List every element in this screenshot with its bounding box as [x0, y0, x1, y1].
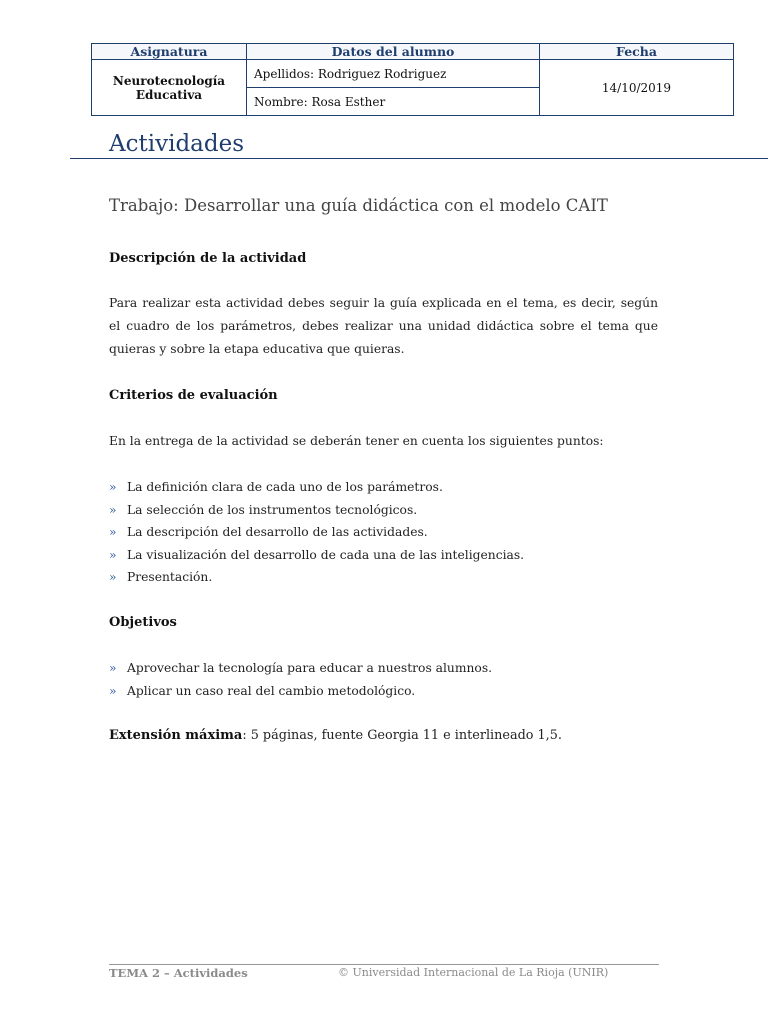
max-extension-value: : 5 páginas, fuente Georgia 11 e interlineado 1,5. [242, 728, 562, 743]
list-item: » La visualización del desarrollo de cada una de las inteligencias. [109, 544, 524, 567]
footer-divider [109, 964, 659, 965]
list-item: » Aprovechar la tecnología para educar a nuestros alumnos. [109, 657, 492, 680]
bullet-icon: » [109, 547, 117, 562]
subject-cell [92, 60, 247, 116]
name-cell: Nombre: Rosa Esther [247, 88, 540, 116]
subject-line-2: Educativa [135, 87, 203, 102]
description-paragraph: Para realizar esta actividad debes seguir la guía explicada en el tema, es decir, según el cuadro de los parámetros, debes realizar una unidad didáctica sobre el tema que quieras y sobre la etapa educativa que quieras. [109, 296, 658, 356]
list-item: » La descripción del desarrollo de las actividades. [109, 521, 524, 544]
date-column-header: Fecha [540, 44, 734, 60]
criteria-intro: En la entrega de la actividad se deberán tener en cuenta los siguientes puntos: [109, 434, 604, 448]
subject-line-1: Neurotecnología [112, 73, 226, 88]
bullet-icon: » [109, 683, 117, 698]
subject-column-header: Asignatura [92, 44, 247, 60]
assignment-subtitle: Trabajo: Desarrollar una guía didáctica con el modelo CAIT [109, 196, 608, 215]
max-extension-note [109, 728, 562, 743]
student-column-header: Datos del alumno [247, 44, 540, 60]
criteria-heading: Criterios de evaluación [109, 388, 278, 403]
bullet-icon: » [109, 502, 117, 517]
criteria-list [109, 476, 524, 589]
title-divider [70, 158, 768, 159]
list-item: » La definición clara de cada uno de los parámetros. [109, 476, 524, 499]
bullet-icon: » [109, 525, 117, 539]
footer-copyright: © Universidad Internacional de La Rioja (UNIR) [338, 966, 609, 979]
objectives-list [109, 657, 492, 702]
date-cell: 14/10/2019 [540, 60, 734, 116]
objectives-heading: Objetivos [109, 615, 177, 630]
header-table [91, 43, 734, 116]
list-item: » La selección de los instrumentos tecnológicos. [109, 499, 524, 522]
description-heading: Descripción de la actividad [109, 251, 307, 266]
list-item: » Aplicar un caso real del cambio metodológico. [109, 680, 492, 703]
page-title: Actividades [109, 131, 245, 157]
surname-cell: Apellidos: Rodriguez Rodriguez [247, 60, 540, 88]
footer-topic: TEMA 2 – Actividades [109, 966, 248, 980]
list-item: » Presentación. [109, 566, 524, 589]
bullet-icon: » [109, 570, 117, 584]
bullet-icon: » [109, 480, 117, 494]
bullet-icon: » [109, 661, 117, 675]
max-extension-label: Extensión máxima [109, 728, 243, 743]
